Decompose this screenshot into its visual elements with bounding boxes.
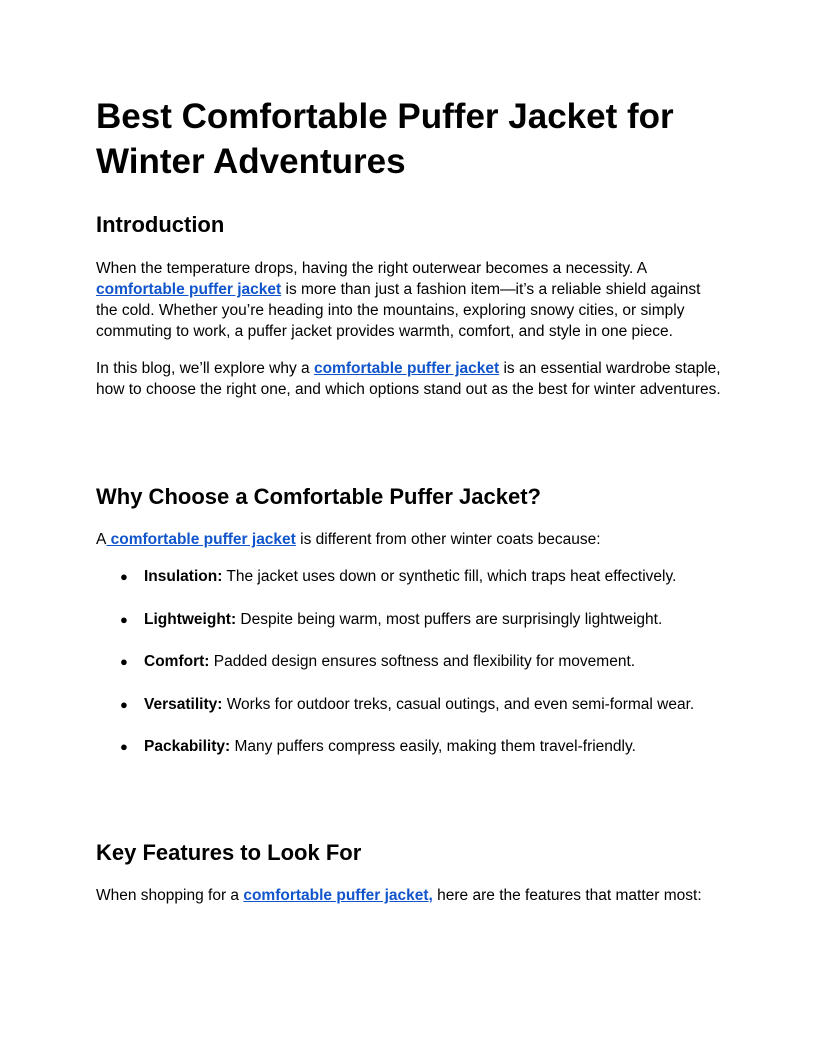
- bullet-icon: ●: [120, 654, 128, 669]
- intro-p2-link[interactable]: comfortable puffer jacket: [313, 360, 500, 377]
- why-p-link[interactable]: comfortable puffer jacket: [106, 531, 296, 548]
- list-item: [96, 651, 726, 672]
- list-item: [96, 736, 726, 757]
- benefits-list: [96, 566, 726, 779]
- why-paragraph: [96, 529, 726, 550]
- list-item-text: Many puffers compress easily, making them travel-friendly.: [230, 738, 636, 755]
- intro-heading: Introduction: [96, 212, 225, 237]
- bullet-icon: ●: [120, 739, 128, 754]
- why-heading: Why Choose a Comfortable Puffer Jacket?: [96, 484, 541, 509]
- list-item-term: Versatility:: [144, 695, 223, 713]
- list-item: [96, 566, 726, 587]
- bullet-icon: ●: [120, 569, 128, 584]
- list-item-text: Padded design ensures softness and flexibility for movement.: [209, 653, 636, 670]
- why-p-text-before: A: [96, 531, 107, 548]
- intro-p1-text-before: When the temperature drops, having the right outerwear becomes a necessity. A: [96, 260, 647, 277]
- bullet-icon: ●: [120, 696, 128, 712]
- intro-paragraph-2: [96, 358, 726, 400]
- list-item: [96, 694, 726, 715]
- intro-p1-link[interactable]: comfortable puffer jacket: [96, 281, 282, 298]
- list-item-text: Despite being warm, most puffers are surprisingly lightweight.: [236, 610, 663, 628]
- intro-p2-text-before: In this blog, we’ll explore why a: [96, 360, 314, 377]
- intro-p1-text-after: is more than just a fashion item—it’s a reliable shield against the cold. Whether you’re heading into the mountains, exploring snowy cities, or simply commuting to work, a puffer jacket provides warmth, comfort, and style in one piece.: [96, 281, 701, 340]
- list-item-text: The jacket uses down or synthetic fill, which traps heat effectively.: [222, 568, 677, 585]
- features-p-link[interactable]: comfortable puffer jacket: [243, 887, 429, 904]
- features-paragraph: [96, 885, 726, 906]
- list-item-term: Comfort:: [144, 653, 210, 670]
- list-item-text: Works for outdoor treks, casual outings, and even semi-formal wear.: [222, 695, 695, 713]
- features-p-text-after: here are the features that matter most:: [432, 887, 702, 904]
- list-item: [96, 609, 726, 630]
- list-item-term: Insulation:: [144, 568, 223, 585]
- page-title: Best Comfortable Puffer Jacket for Winter Adventures: [96, 97, 674, 181]
- bullet-icon: ●: [120, 611, 128, 627]
- list-item-term: Packability:: [144, 738, 231, 755]
- features-p-link-comma[interactable]: ,: [428, 887, 433, 904]
- why-p-text-after: is different from other winter coats because:: [295, 531, 601, 548]
- features-p-text-before: When shopping for a: [96, 887, 244, 904]
- list-item-term: Lightweight:: [144, 610, 237, 628]
- intro-p2-text-after: is an essential wardrobe staple, how to choose the right one, and which options stand out as the best for winter adventures.: [96, 360, 721, 398]
- features-heading: Key Features to Look For: [96, 840, 362, 865]
- intro-paragraph-1: [96, 258, 726, 342]
